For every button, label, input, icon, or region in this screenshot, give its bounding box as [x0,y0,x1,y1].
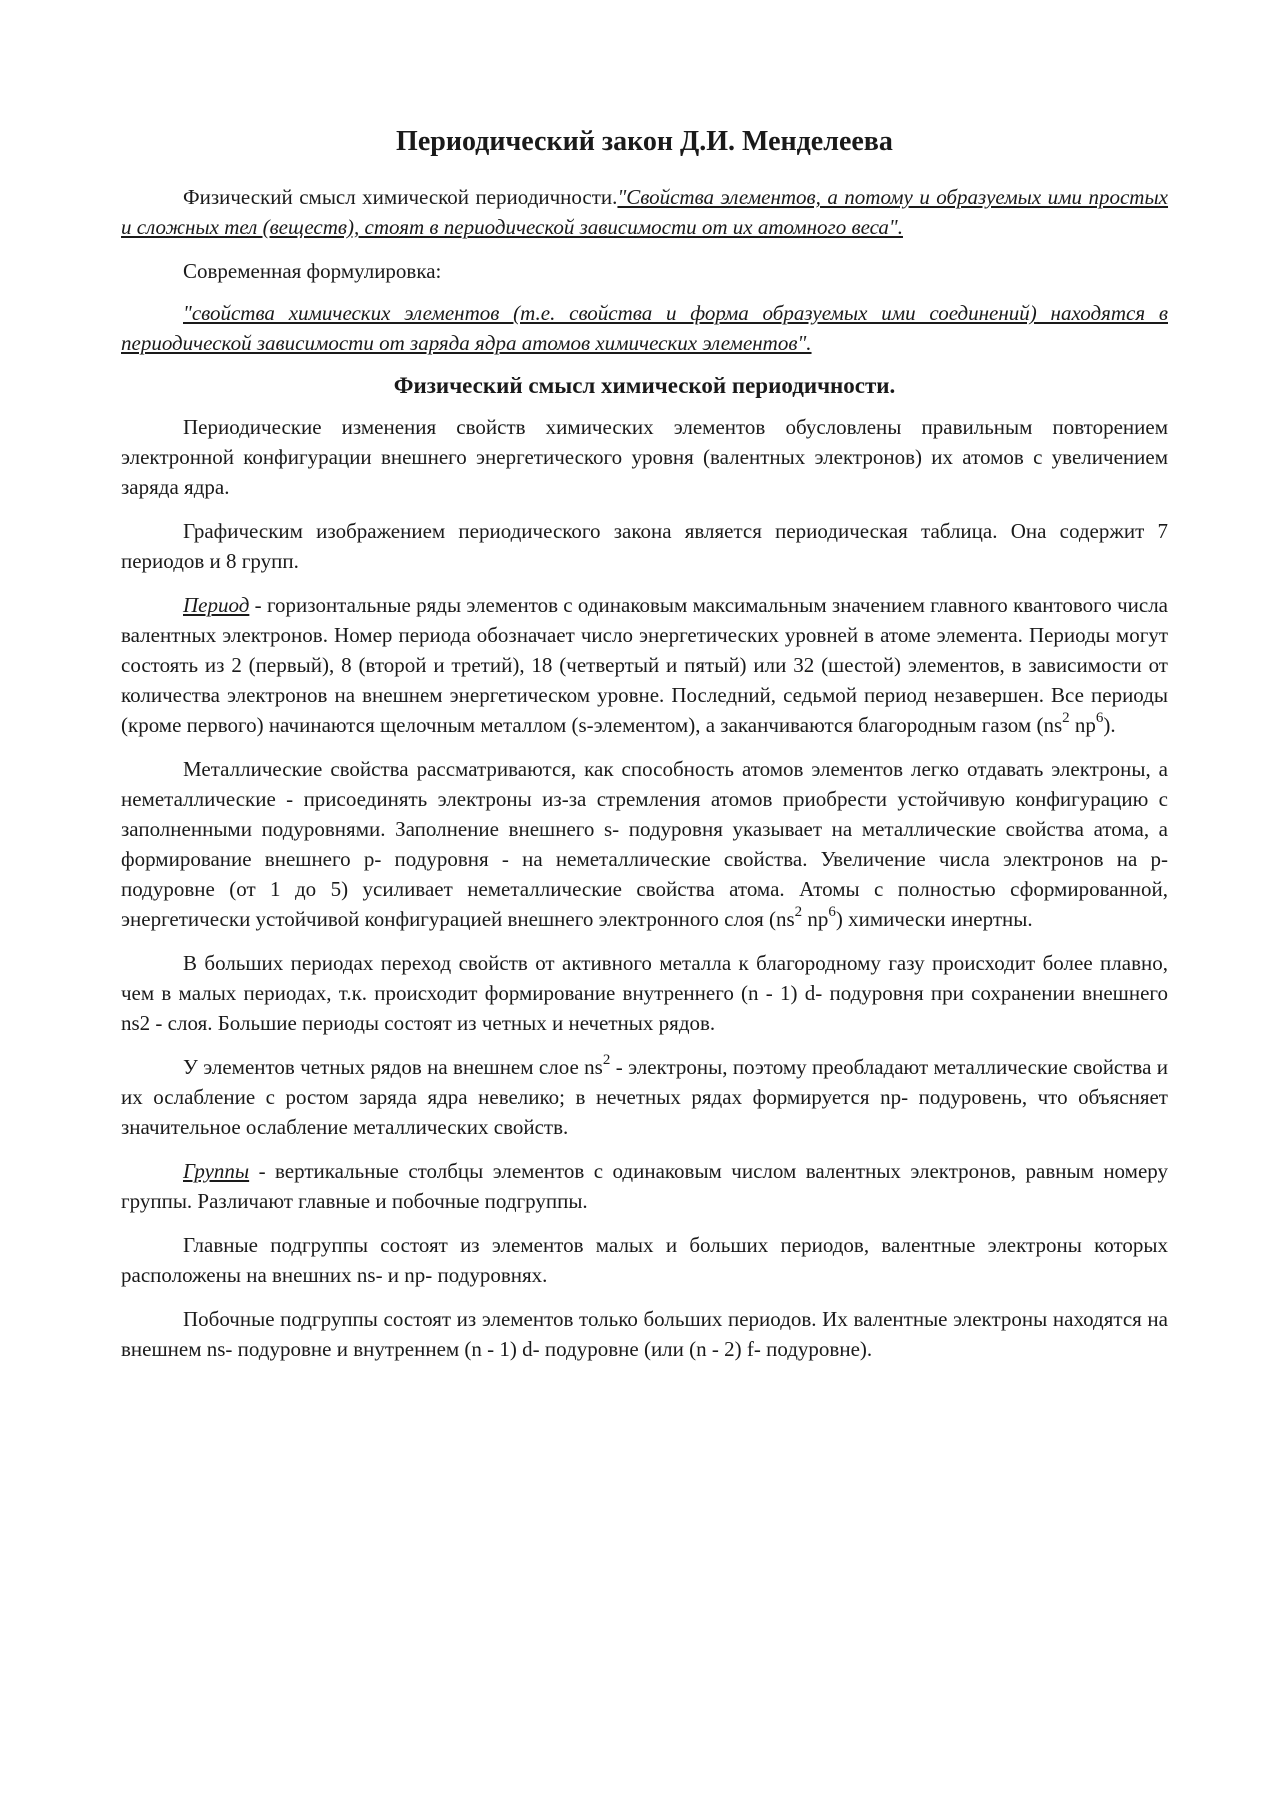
paragraph-groups [121,1156,1168,1216]
paragraph-side-subgroups: Побочные подгруппы состоят из элементов только больших периодов. Их валентные электроны находятся на внешнем ns- подуровне и внутреннем (n - 1) d- подуровне (или (n - 2) f- подуровне). [121,1307,1168,1361]
groups-text: - вертикальные столбцы элементов с одинаковым числом валентных электронов, равным номеру группы. Различают главные и побочные подгруппы. [121,1159,1168,1213]
even-rows-end: - электроны, поэтому преобладают металлические свойства и их ослабление с ростом заряда ядра невелико; в нечетных рядах формируется np- подуровень, что объясняет значительное ослабление металлических свойств. [121,1055,1168,1139]
even-rows-text: У элементов четных рядов на внешнем слое ns [183,1055,603,1079]
period-text: - горизонтальные ряды элементов с одинаковым максимальным значением главного квантового числа валентных электронов. Номер периода обозначает число энергетических уровней в атоме элемента. Периоды могут состоять из 2 (первый), 8 (второй и третий), 18 (четвертый и пятый) или 32 (шестой) элементов, в зависимости от количества электронов на внешнем энергетическом уровне. Последний, седьмой период незавершен. Все периоды (кроме первого) начинаются щелочным металлом (s-элементом), а заканчиваются благородным газом (ns [121,593,1168,737]
paragraph-metallic [121,754,1168,934]
paragraph-large-periods: В больших периодах переход свойств от активного металла к благородному газу происходит более плавно, чем в малых периодах, т.к. происходит формирование внутреннего (n - 1) d- подуровня при сохранении внешнего ns2 - слоя. Большие периоды состоят из четных и нечетных рядов. [121,951,1168,1035]
term-period: Период [183,593,250,617]
superscript: 2 [794,904,803,920]
metallic-np: np [802,907,829,931]
definition-lead: Физический смысл химической периодичности. [183,185,618,209]
superscript: 6 [1095,710,1104,726]
term-groups: Группы [183,1159,250,1183]
metallic-text: Металлические свойства рассматриваются, как способность атомов элементов легко отдавать электроны, а неметаллические - присоединять электроны из-за стремления атомов приобрести устойчивую конфигурацию с заполненными подуровнями. Заполнение внешнего s- подуровня указывает на металлические свойства атома, а формирование внешнего p- подуровня - на неметаллические свойства. Увеличение числа электронов на p- подуровне (от 1 до 5) усиливает неметаллические свойства атома. Атомы с полностью сформированной, энергетически устойчивой конфигурацией внешнего электронного слоя (ns [121,757,1168,931]
paragraph-table: Графическим изображением периодического закона является периодическая таблица. Она содержит 7 периодов и 8 групп. [121,519,1168,573]
paragraph-period [121,590,1168,740]
paragraph-modern-quote [121,298,1168,358]
section-heading: Физический смысл химической периодичности. [393,373,896,398]
definition-quote: "Свойства элементов, а потому и образуемых ими простых и сложных тел (веществ), стоят в периодической зависимости от их атомного веса". [121,185,1169,239]
period-np: np [1069,713,1096,737]
paragraph-even-rows [121,1052,1168,1142]
document-title: Периодический закон Д.И. Менделеева [396,126,893,157]
paragraph-modern-label: Современная формулировка: [183,259,442,283]
modern-quote: "свойства химических элементов (т.е. свойства и форма образуемых ими соединений) находятся в периодической зависимости от заряда ядра атомов химических элементов". [121,301,1168,355]
period-end: ). [1103,713,1116,737]
paragraph-periodic-changes: Периодические изменения свойств химических элементов обусловлены правильным повторением электронной конфигурации внешнего энергетического уровня (валентных электронов) их атомов с увеличением заряда ядра. [121,415,1168,499]
superscript: 2 [602,1052,611,1068]
paragraph-main-subgroups: Главные подгруппы состоят из элементов малых и больших периодов, валентные электроны которых расположены на внешних ns- и np- подуровнях. [121,1233,1168,1287]
superscript: 2 [1062,710,1070,726]
superscript: 6 [828,904,836,920]
metallic-end: ) химически инертны. [835,907,1033,931]
paragraph-definition [121,182,1168,242]
